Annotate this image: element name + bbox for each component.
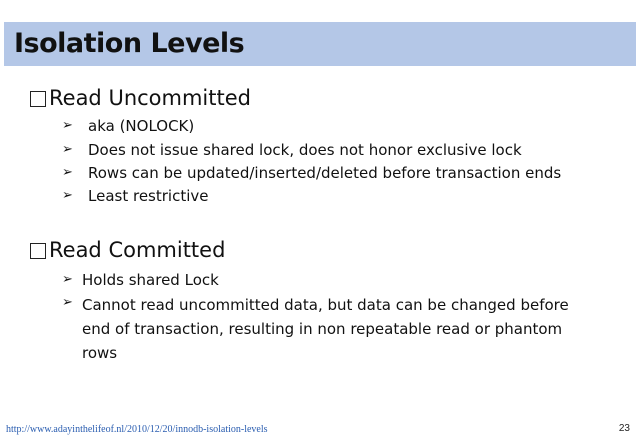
checkbox-icon — [30, 91, 46, 107]
bullet-item — [62, 293, 582, 365]
bullet-item — [62, 140, 522, 160]
arrow-bullet-icon: ➢ — [62, 142, 73, 157]
bullet-item — [62, 116, 194, 136]
bullet-text: aka (NOLOCK) — [88, 117, 195, 135]
section-heading-read-committed — [30, 237, 225, 263]
section-heading-label: Read Committed — [49, 238, 226, 262]
bullet-text: Holds shared Lock — [82, 271, 219, 289]
bullet-text: Does not issue shared lock, does not honor exclusive lock — [88, 141, 522, 159]
bullet-text: Least restrictive — [88, 187, 209, 205]
page-number: 23 — [618, 423, 630, 434]
bullet-text: Rows can be updated/inserted/deleted before transaction ends — [88, 164, 562, 182]
bullet-item — [62, 270, 219, 290]
bullet-text: Cannot read uncommitted data, but data can be changed before end of transaction, resulting in non repeatable read or phantom rows — [82, 296, 569, 362]
checkbox-icon — [30, 243, 46, 259]
arrow-bullet-icon: ➢ — [62, 295, 73, 310]
arrow-bullet-icon: ➢ — [62, 188, 73, 203]
section-heading-read-uncommitted — [30, 85, 251, 111]
bullet-item — [62, 186, 208, 206]
section-heading-label: Read Uncommitted — [49, 86, 251, 110]
arrow-bullet-icon: ➢ — [62, 165, 73, 180]
arrow-bullet-icon: ➢ — [62, 118, 73, 133]
arrow-bullet-icon: ➢ — [62, 272, 73, 287]
bullet-item — [62, 163, 561, 183]
slide-title: Isolation Levels — [14, 28, 245, 59]
source-link[interactable]: http://www.adayinthelifeof.nl/2010/12/20/innodb-isolation-levels — [6, 424, 268, 435]
